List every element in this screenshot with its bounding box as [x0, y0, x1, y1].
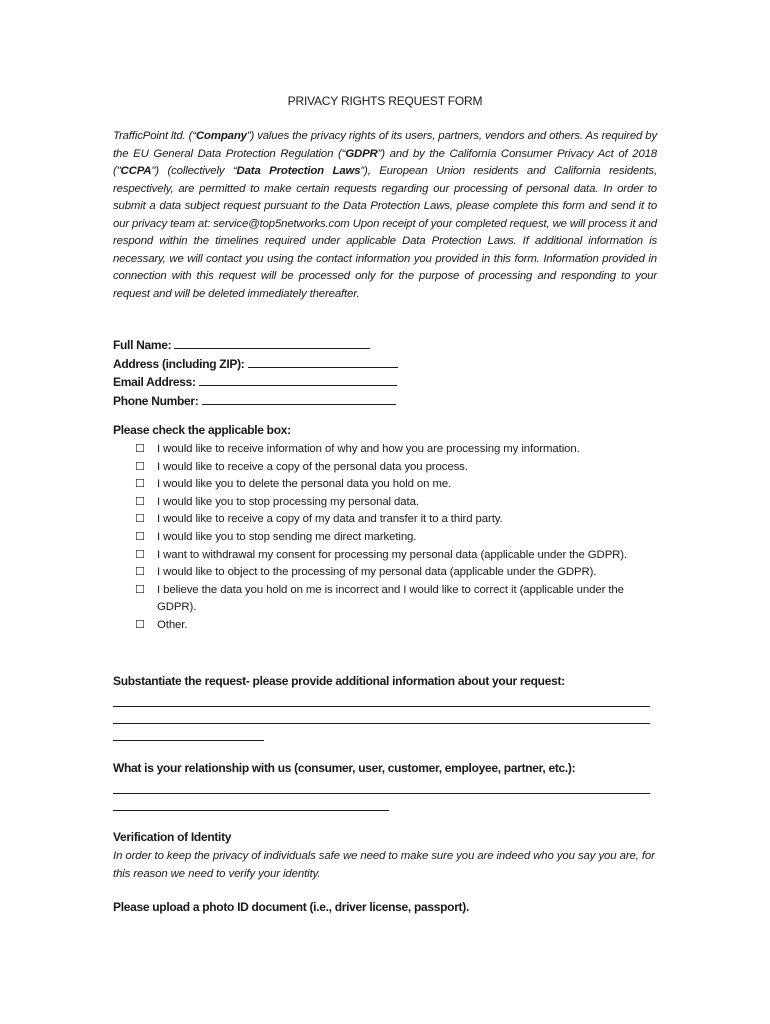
intro-term-gdpr: GDPR — [345, 147, 378, 160]
contact-fields — [113, 336, 398, 410]
checklist-item-label: I would like to receive a copy of my data and transfer it to a third party. — [157, 513, 503, 526]
checklist-item-label: Other. — [157, 618, 188, 631]
phone-field[interactable] — [202, 392, 396, 405]
checklist-item — [135, 476, 657, 494]
substantiate-line[interactable] — [113, 740, 264, 741]
upload-heading: Please upload a photo ID document (i.e., driver license, passport). — [113, 900, 469, 914]
email-row — [113, 373, 398, 392]
checklist-item-label: I would like to object to the processing of my personal data (applicable under the GDPR). — [157, 566, 597, 579]
verification-heading: Verification of Identity — [113, 830, 232, 844]
checklist-item — [135, 459, 657, 477]
checklist-item — [135, 529, 657, 547]
email-label: Email Address: — [113, 375, 196, 389]
intro-text: ") (collectively “ — [151, 165, 237, 177]
relationship-heading: What is your relationship with us (consumer, user, customer, employee, partner, etc.): — [113, 761, 576, 775]
checkbox[interactable]: ☐ — [135, 530, 145, 543]
checklist-item — [135, 564, 657, 582]
checklist-item-label: I would like you to stop sending me direct marketing. — [157, 530, 417, 543]
checkbox[interactable]: ☐ — [135, 460, 145, 473]
substantiate-heading: Substantiate the request- please provide additional information about your request: — [113, 674, 565, 688]
request-checklist — [135, 441, 657, 635]
checkbox[interactable]: ☐ — [135, 566, 145, 579]
substantiate-line[interactable] — [113, 706, 650, 707]
checkbox[interactable]: ☐ — [135, 495, 145, 508]
address-row — [113, 355, 398, 374]
checklist-item — [135, 617, 657, 635]
checklist-item-label: I want to withdrawal my consent for processing my personal data (applicable under the GDPR). — [157, 548, 628, 561]
checklist-item-label: I would like you to delete the personal data you hold on me. — [157, 478, 452, 491]
intro-term-company: Company — [195, 130, 247, 142]
checklist-item — [135, 582, 657, 617]
checkbox[interactable]: ☐ — [135, 548, 145, 561]
address-field[interactable] — [248, 355, 398, 368]
checklist-item-label: I would like you to stop processing my personal data. — [157, 495, 419, 508]
checkbox[interactable]: ☐ — [135, 618, 145, 631]
checklist-item-label: I would like to receive a copy of the personal data you process. — [157, 460, 468, 473]
full-name-field[interactable] — [174, 336, 370, 349]
email-field[interactable] — [199, 373, 397, 386]
substantiate-line[interactable] — [113, 723, 650, 724]
checklist-item — [135, 511, 657, 529]
form-title: PRIVACY RIGHTS REQUEST FORM — [287, 94, 483, 108]
full-name-row — [113, 336, 398, 355]
intro-term-dpl: Data Protection Laws — [236, 165, 361, 177]
checklist-item-label: I would like to receive information of why and how you are processing my information. — [157, 443, 580, 455]
checklist-item — [135, 494, 657, 512]
address-label: Address (including ZIP): — [113, 356, 245, 371]
full-name-label: Full Name: — [113, 338, 172, 352]
phone-row — [113, 392, 398, 411]
phone-label: Phone Number: — [113, 393, 199, 408]
relationship-line[interactable] — [113, 793, 650, 794]
checklist-item — [135, 441, 657, 459]
intro-text: ”) values the privacy rights of its users, partners, vendors and others. As required by the EU General Data Protection Regulation (“ — [113, 130, 657, 160]
intro-text: TrafficPoint ltd. (“ — [113, 130, 196, 142]
checklist-item — [135, 547, 657, 565]
intro-paragraph — [113, 128, 657, 303]
intro-term-ccpa: CCPA — [120, 165, 152, 177]
checkbox[interactable]: ☐ — [135, 583, 145, 596]
relationship-line[interactable] — [113, 810, 389, 811]
checkbox[interactable]: ☐ — [135, 443, 145, 455]
verification-text: In order to keep the privacy of individuals safe we need to make sure you are indeed who you say you are, for this reason we need to verify your identity. — [113, 850, 655, 880]
intro-text: ”), European Union residents and California residents, respectively, are permitted to make certain requests regarding our processing of personal data. In order to submit a data subject request pursuant to the Data Protection Laws, please complete this form and send it to our privacy team at: service@top5networks.com Upon receipt of your completed request, we will process it and respond within the timelines required under applicable Data Protection Laws. If additional information is necessary, we will contact you using the contact information you provided in this form. Information provided in connection with this request will be processed only for the purpose of processing and responding to your request and will be deleted immediately thereafter. — [113, 165, 657, 300]
checkbox[interactable]: ☐ — [135, 513, 145, 526]
checklist-item-label: I believe the data you hold on me is incorrect and I would like to correct it (applicable under the GDPR). — [157, 583, 624, 614]
intro-text: ”) and by the California Consumer Privacy Act of 2018 (" — [113, 147, 657, 177]
checklist-heading: Please check the applicable box: — [113, 423, 291, 437]
checkbox[interactable]: ☐ — [135, 478, 145, 491]
